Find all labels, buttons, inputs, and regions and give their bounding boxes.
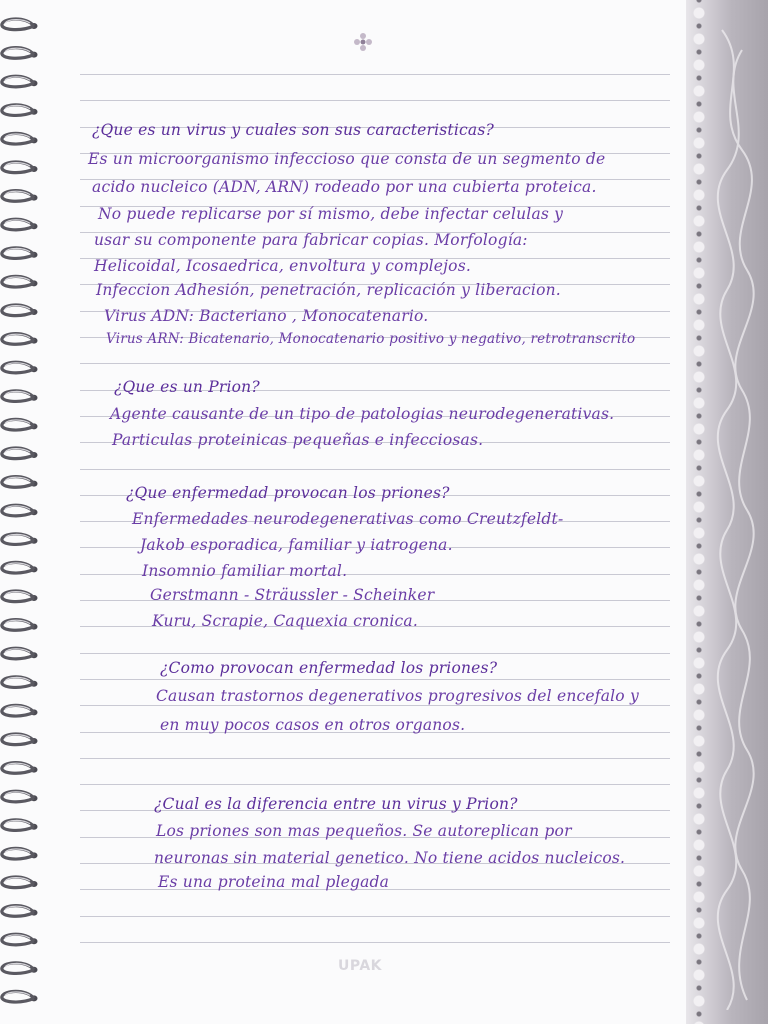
answer-line: Kuru, Scrapie, Caquexia cronica. bbox=[152, 612, 418, 630]
answer-line: acido nucleico (ADN, ARN) rodeado por una cubierta proteica. bbox=[92, 178, 597, 196]
question-3: ¿Que enfermedad provocan los priones? bbox=[126, 484, 450, 502]
answer-line: usar su componente para fabricar copias. Morfología: bbox=[94, 231, 528, 249]
answer-line: Virus ARN: Bicatenario, Monocatenario positivo y negativo, retrotranscrito bbox=[106, 331, 636, 347]
answer-line: No puede replicarse por sí mismo, debe infectar celulas y bbox=[98, 205, 564, 223]
answer-line: Es una proteina mal plegada bbox=[158, 873, 390, 891]
answer-line: Enfermedades neurodegenerativas como Creutzfeldt- bbox=[132, 510, 564, 528]
notebook-brand-logo: UPAK bbox=[338, 958, 383, 974]
question-5: ¿Cual es la diferencia entre un virus y Prion? bbox=[154, 795, 518, 813]
answer-line: Jakob esporadica, familiar y iatrogena. bbox=[140, 536, 453, 554]
answer-line: Agente causante de un tipo de patologias neurodegenerativas. bbox=[110, 405, 615, 423]
answer-line: Virus ADN: Bacteriano , Monocatenario. bbox=[104, 307, 429, 325]
question-2: ¿Que es un Prion? bbox=[114, 378, 260, 396]
flourish-decoration bbox=[712, 10, 762, 1010]
answer-line: Helicoidal, Icosaedrica, envoltura y complejos. bbox=[94, 257, 471, 275]
answer-line: Los priones son mas pequeños. Se autoreplican por bbox=[156, 822, 572, 840]
answer-line: Particulas proteinicas pequeñas e infecciosas. bbox=[112, 431, 484, 449]
question-4: ¿Como provocan enfermedad los priones? bbox=[160, 659, 498, 677]
answer-line: neuronas sin material genetico. No tiene acidos nucleicos. bbox=[154, 849, 626, 867]
answer-line: Infeccion Adhesión, penetración, replicación y liberacion. bbox=[96, 281, 561, 299]
answer-line: Es un microorganismo infeccioso que consta de un segmento de bbox=[88, 150, 606, 168]
question-1: ¿Que es un virus y cuales son sus caracteristicas? bbox=[92, 121, 494, 139]
answer-line: en muy pocos casos en otros organos. bbox=[160, 716, 466, 734]
answer-line: Insomnio familiar mortal. bbox=[142, 562, 348, 580]
answer-line: Causan trastornos degenerativos progresivos del encefalo y bbox=[156, 687, 639, 705]
answer-line: Gerstmann - Sträussler - Scheinker bbox=[150, 586, 435, 604]
